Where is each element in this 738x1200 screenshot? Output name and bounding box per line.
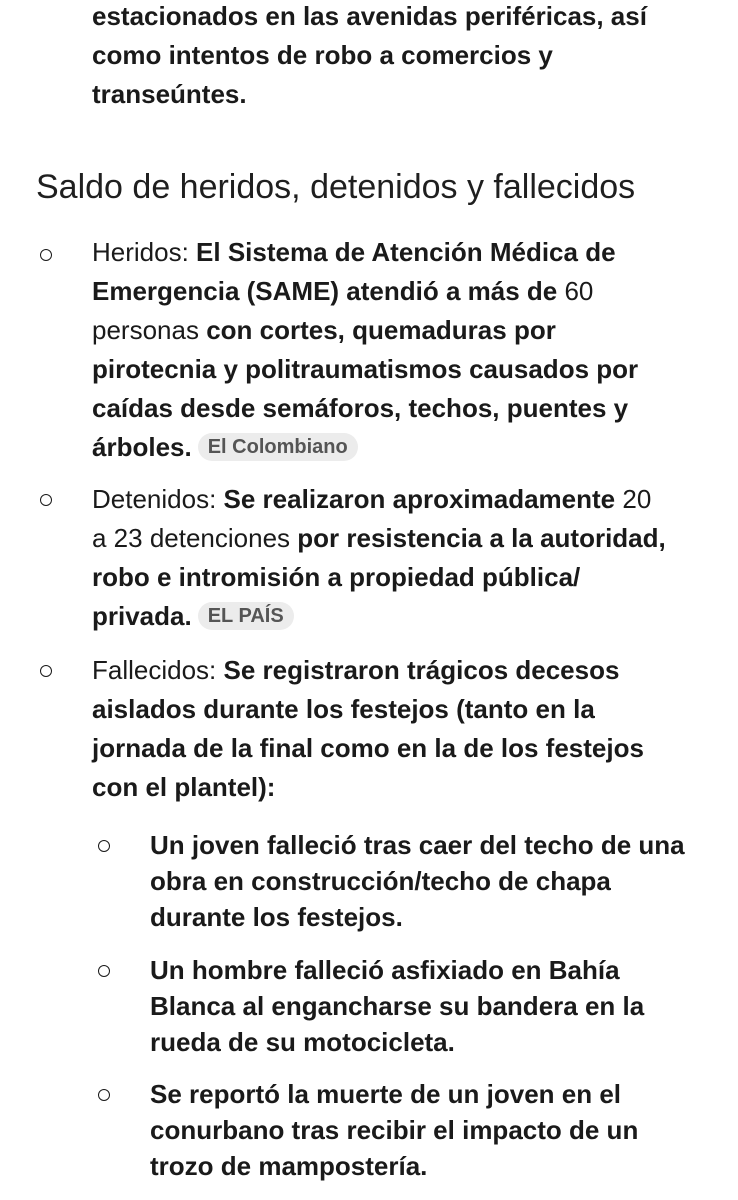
text-line: Un hombre falleció asfixiado en Bahía bbox=[150, 955, 620, 985]
text-line: personas con cortes, quemaduras por bbox=[92, 315, 556, 345]
text-line: privada. EL PAÍS bbox=[92, 597, 717, 636]
list-bullet-icon bbox=[40, 494, 52, 506]
text-line: transeúntes. bbox=[92, 79, 247, 109]
text-line: trozo de mampostería. bbox=[150, 1151, 428, 1181]
text-line: a 23 detenciones por resistencia a la autoridad, bbox=[92, 523, 666, 553]
previous-item-continuation bbox=[92, 0, 712, 114]
text-line: caídas desde semáforos, techos, puentes y bbox=[92, 393, 629, 423]
text-line: estacionados en las avenidas periféricas, así bbox=[92, 1, 647, 31]
list-item-detenidos bbox=[92, 480, 717, 636]
sub-list-item bbox=[150, 827, 720, 935]
text-line: Se reportó la muerte de un joven en el bbox=[150, 1079, 622, 1109]
text-line: aislados durante los festejos (tanto en la bbox=[92, 694, 595, 724]
source-chip-el-colombiano[interactable]: El Colombiano bbox=[198, 433, 358, 461]
text-line: Heridos: El Sistema de Atención Médica de bbox=[92, 237, 616, 267]
sub-list-item bbox=[150, 952, 720, 1060]
section-heading: Saldo de heridos, detenidos y fallecidos bbox=[36, 168, 636, 206]
text-line: Un joven falleció tras caer del techo de una bbox=[150, 830, 685, 860]
sub-list-bullet-icon bbox=[98, 965, 110, 977]
text-line: conurbano tras recibir el impacto de un bbox=[150, 1115, 639, 1145]
list-bullet-icon bbox=[40, 249, 52, 261]
text-line: como intentos de robo a comercios y bbox=[92, 40, 553, 70]
text-line: pirotecnia y politraumatismos causados por bbox=[92, 354, 639, 384]
source-chip-el-pais[interactable]: EL PAÍS bbox=[198, 602, 294, 630]
sub-list-bullet-icon bbox=[98, 840, 110, 852]
list-item-fallecidos bbox=[92, 651, 717, 807]
text-line: Emergencia (SAME) atendió a más de 60 bbox=[92, 276, 594, 306]
text-line: jornada de la final como en la de los festejos bbox=[92, 733, 644, 763]
sub-list-bullet-icon bbox=[98, 1089, 110, 1101]
text-line: Fallecidos: Se registraron trágicos decesos bbox=[92, 655, 620, 685]
text-line: durante los festejos. bbox=[150, 902, 403, 932]
text-line: árboles. El Colombiano bbox=[92, 428, 717, 467]
text-line: con el plantel): bbox=[92, 772, 276, 802]
list-item-heridos bbox=[92, 233, 717, 467]
text-line: Detenidos: Se realizaron aproximadamente 20 bbox=[92, 484, 652, 514]
list-bullet-icon bbox=[40, 665, 52, 677]
sub-list-item bbox=[150, 1076, 720, 1184]
text-line: Blanca al engancharse su bandera en la bbox=[150, 991, 645, 1021]
text-line: robo e intromisión a propiedad pública/ bbox=[92, 562, 581, 592]
text-line: rueda de su motocicleta. bbox=[150, 1027, 455, 1057]
text-line: obra en construcción/techo de chapa bbox=[150, 866, 611, 896]
